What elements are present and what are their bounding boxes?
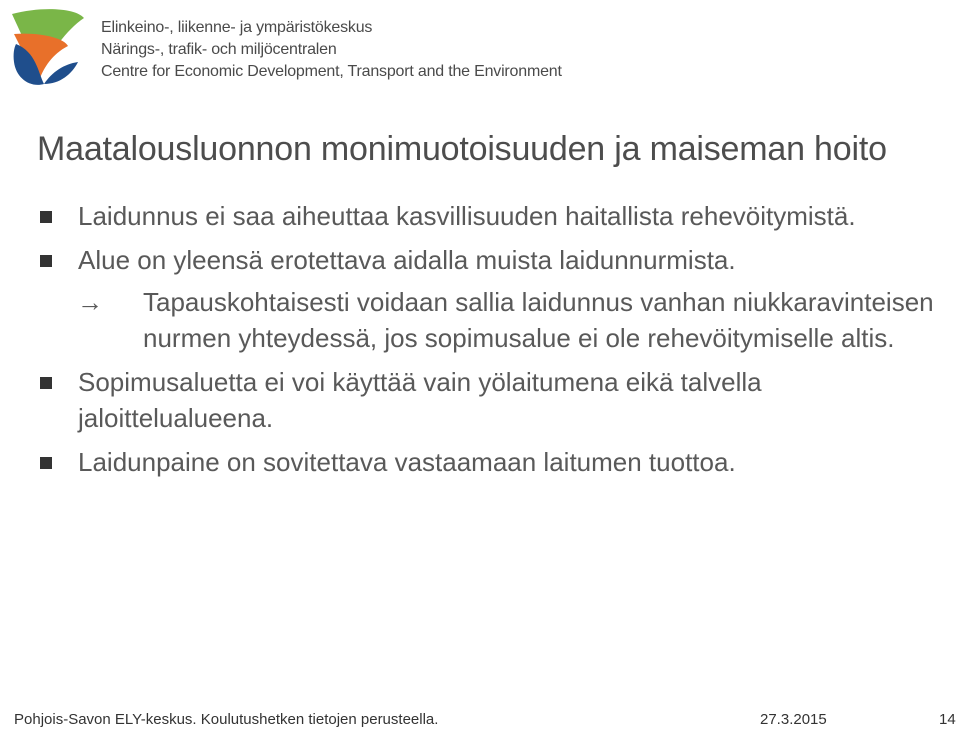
bullet-text: Laidunpaine on sovitettava vastaamaan laitumen tuottoa. <box>78 447 736 477</box>
bullet-item <box>37 198 957 234</box>
slide-title: Maatalousluonnon monimuotoisuuden ja maiseman hoito <box>37 130 887 168</box>
organization-name <box>101 17 562 83</box>
arrow-right-icon: → <box>77 287 103 317</box>
bullet-text: Sopimusaluetta ei voi käyttää vain yölaitumena eikä talvella jaloittelualueena. <box>78 367 762 433</box>
footer-date: 27.3.2015 <box>760 711 827 728</box>
square-bullet-icon <box>40 211 52 223</box>
bullet-item <box>37 444 957 480</box>
org-name-english: Centre for Economic Development, Transport and the Environment <box>101 63 562 80</box>
page-number: 14 <box>939 711 956 728</box>
org-name-swedish: Närings-, trafik- och miljöcentralen <box>101 41 337 58</box>
bullet-item <box>37 364 957 436</box>
bullet-text: Laidunnus ei saa aiheuttaa kasvillisuuden haitallista rehevöitymistä. <box>78 201 856 231</box>
bullet-item <box>37 242 957 278</box>
square-bullet-icon <box>40 255 52 267</box>
sub-bullet-text: Tapauskohtaisesti voidaan sallia laidunnus vanhan niukkaravinteisen nurmen yhteydessä, jos sopimusalue ei ole rehevöitymiselle altis. <box>143 287 934 353</box>
org-name-finnish: Elinkeino-, liikenne- ja ympäristökeskus <box>101 19 373 36</box>
sub-bullet-item <box>37 284 957 356</box>
square-bullet-icon <box>40 377 52 389</box>
ely-logo-icon <box>6 4 88 88</box>
slide-content <box>37 198 957 488</box>
footer-source: Pohjois-Savon ELY-keskus. Koulutushetken tietojen perusteella. <box>14 711 439 728</box>
bullet-text: Alue on yleensä erotettava aidalla muista laidunnurmista. <box>78 245 736 275</box>
square-bullet-icon <box>40 457 52 469</box>
